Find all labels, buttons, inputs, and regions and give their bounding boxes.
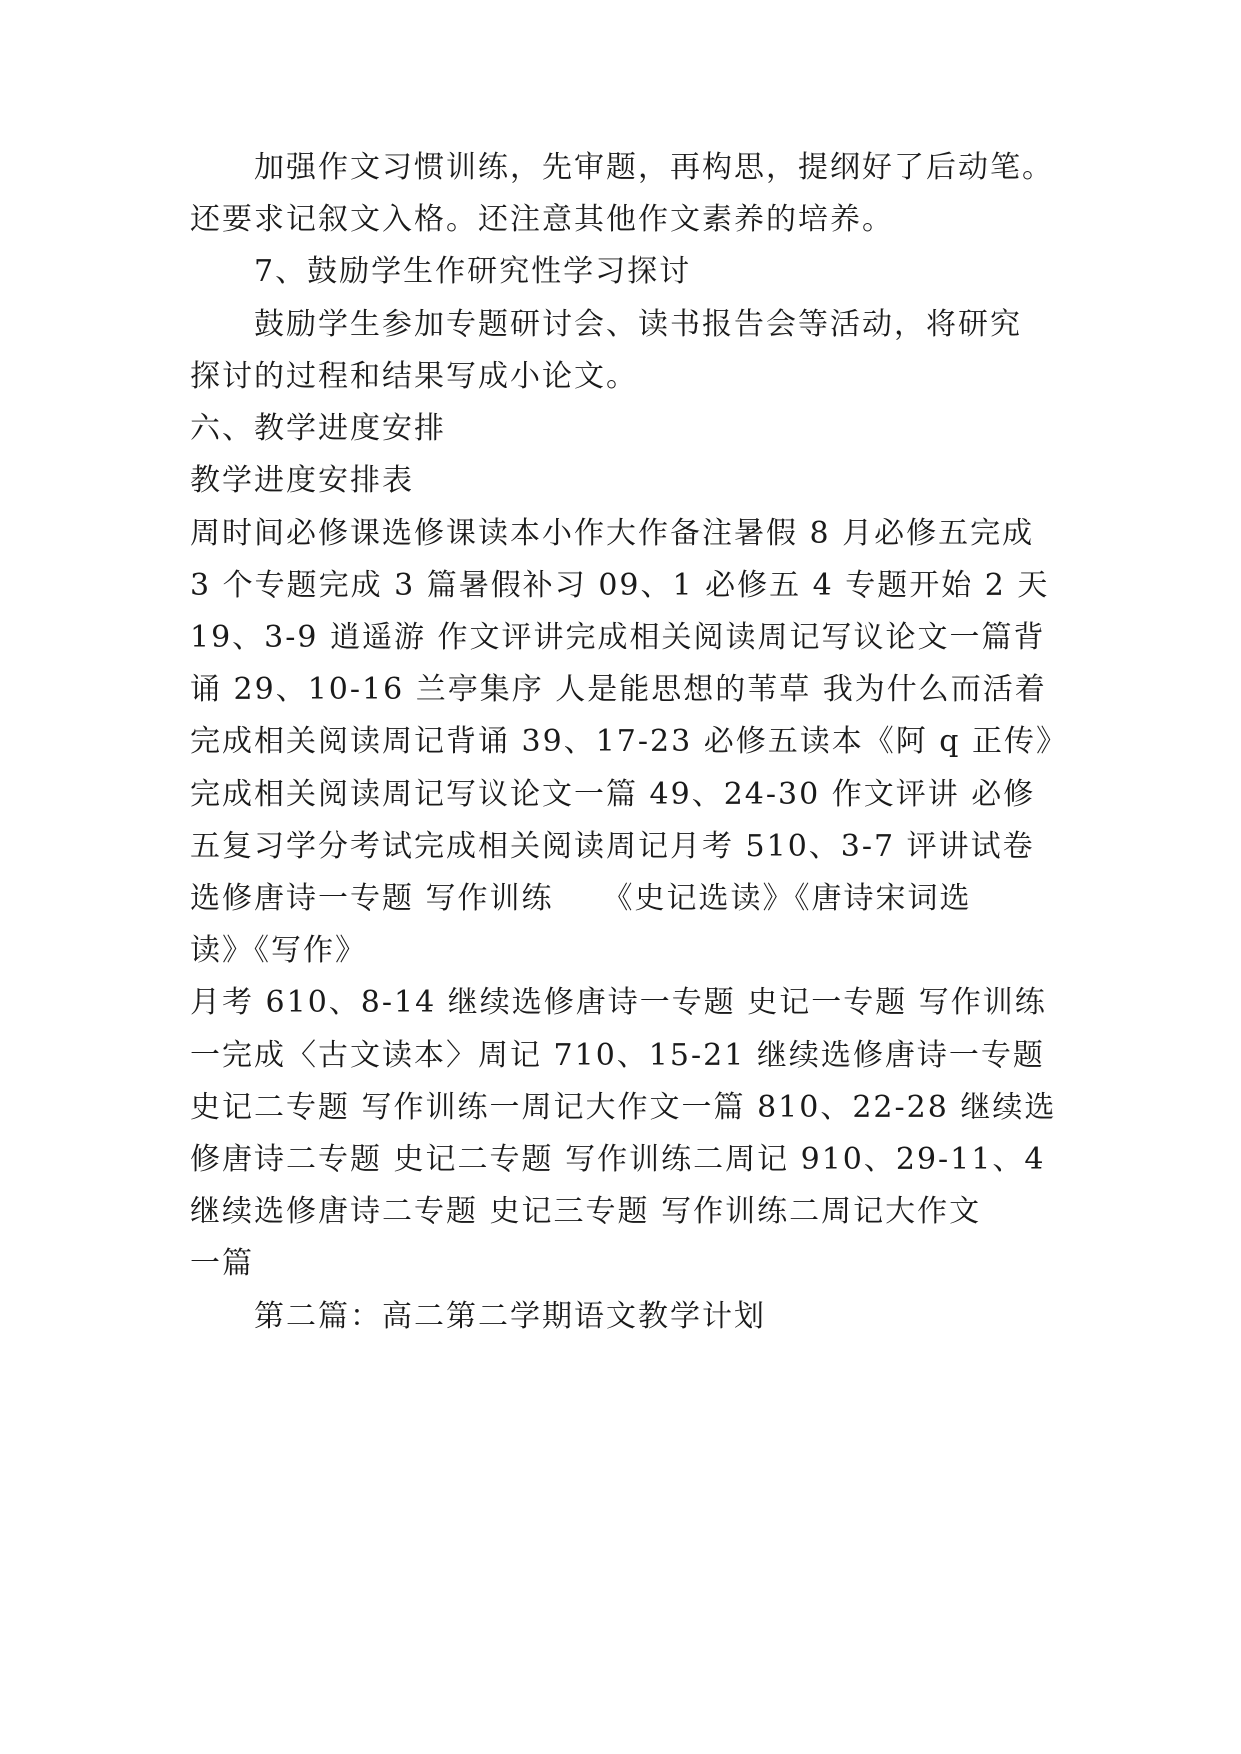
table-text-line: 诵 29、10-16 兰亭集序 人是能思想的苇草 我为什么而活着 xyxy=(190,672,1047,707)
paragraph-line: 还要求记叙文入格。还注意其他作文素养的培养。 xyxy=(190,202,894,237)
table-text-line: 五复习学分考试完成相关阅读周记月考 510、3-7 评讲试卷 xyxy=(190,829,1035,864)
table-text-line: 周时间必修课选修课读本小作大作备注暑假 8 月必修五完成 xyxy=(190,516,1035,551)
table-text-line: 一篇 xyxy=(190,1246,254,1281)
table-text-line: 读》《写作》 xyxy=(190,933,367,968)
section-heading: 7、鼓励学生作研究性学习探讨 xyxy=(254,254,692,289)
paragraph-line: 鼓励学生参加专题研讨会、读书报告会等活动，将研究 xyxy=(254,307,1022,342)
paragraph-line: 加强作文习惯训练，先审题，再构思，提纲好了后动笔。 xyxy=(254,150,1054,185)
table-text-line: 完成相关阅读周记背诵 39、17-23 必修五读本《阿 q 正传》 xyxy=(190,724,1069,759)
table-text-line: 完成相关阅读周记写议论文一篇 49、24-30 作文评讲 必修 xyxy=(190,777,1036,812)
table-text-line: 月考 610、8-14 继续选修唐诗一专题 史记一专题 写作训练 xyxy=(190,985,1047,1020)
table-text-line: 修唐诗二专题 史记二专题 写作训练二周记 910、29-11、4 xyxy=(190,1142,1046,1177)
next-article-title: 第二篇：高二第二学期语文教学计划 xyxy=(254,1299,766,1334)
table-text-line: 3 个专题完成 3 篇暑假补习 09、1 必修五 4 专题开始 2 天 xyxy=(190,568,1050,603)
table-text-line: 一完成〈古文读本〉周记 710、15-21 继续选修唐诗一专题 xyxy=(190,1038,1045,1073)
paragraph-line: 探讨的过程和结果写成小论文。 xyxy=(190,359,638,394)
table-text-line: 选修唐诗一专题 写作训练 《史记选读》《唐诗宋词选 xyxy=(190,881,972,916)
table-title: 教学进度安排表 xyxy=(190,463,414,498)
table-text-line: 史记二专题 写作训练一周记大作文一篇 810、22-28 继续选 xyxy=(190,1090,1057,1125)
table-text-line: 19、3-9 逍遥游 作文评讲完成相关阅读周记写议论文一篇背 xyxy=(190,620,1046,655)
table-text-line: 继续选修唐诗二专题 史记三专题 写作训练二周记大作文 xyxy=(190,1194,982,1229)
section-heading: 六、教学进度安排 xyxy=(190,411,446,446)
